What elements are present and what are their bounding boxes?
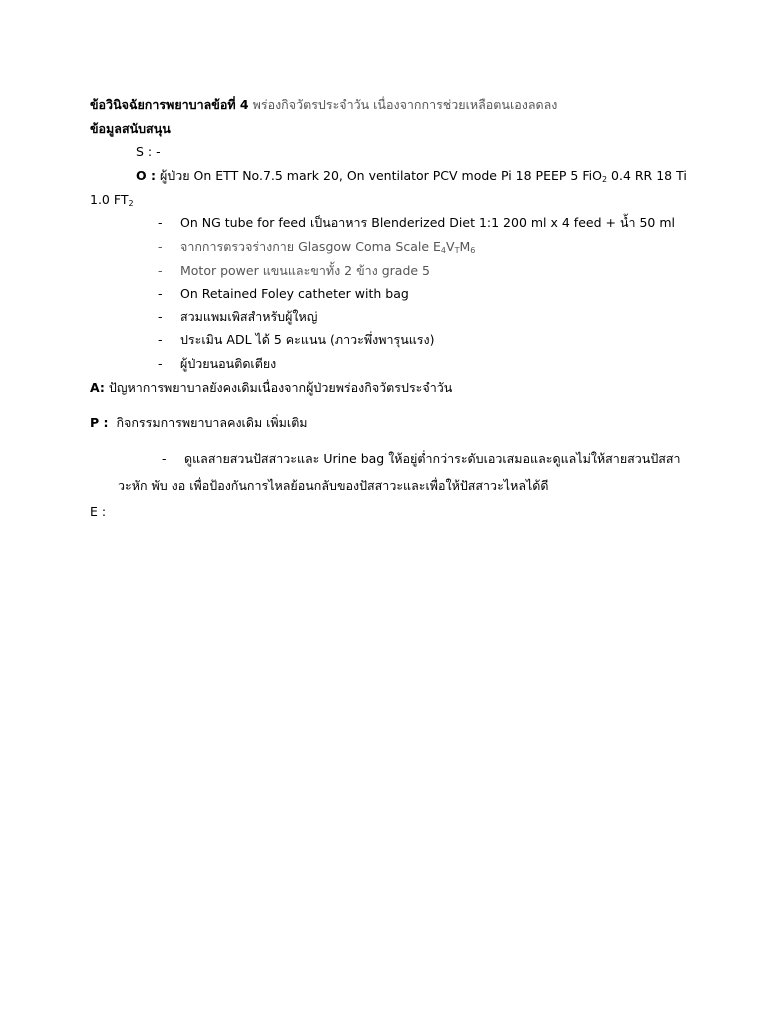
- bullet-dash: -: [158, 286, 163, 301]
- gcs-m-letter: M: [459, 239, 471, 254]
- bullet-dash: -: [158, 332, 163, 347]
- bullet-adl: ประเมิน ADL ได้ 5 คะแนน (ภาวะพึ่งพารุนแรง): [180, 332, 435, 347]
- gcs-v-subscript: T: [454, 246, 460, 255]
- objective-label: O :: [136, 168, 156, 183]
- bullet-dash: -: [162, 451, 167, 466]
- bullet-diaper: สวมแพมเพิสสำหรับผู้ใหญ่: [180, 309, 318, 324]
- objective-text-2: 0.4 RR 18 Ti: [611, 168, 687, 183]
- bullet-item: [158, 286, 409, 302]
- fio2-subscript: 2: [601, 175, 608, 184]
- ft2-subscript: 2: [128, 199, 134, 208]
- bullet-item: [158, 332, 435, 348]
- bullet-item: [158, 263, 430, 279]
- plan-line: [90, 415, 308, 431]
- supporting-data-label: ข้อมูลสนับสนุน: [90, 121, 171, 136]
- plan-text: กิจกรรมการพยาบาลคงเดิม เพิ่มเติม: [116, 415, 308, 430]
- assessment-line: [90, 380, 452, 396]
- subjective-line: [136, 144, 161, 160]
- gcs-v-letter: V: [446, 239, 455, 254]
- bullet-dash: -: [158, 263, 163, 278]
- assessment-text: ปัญหาการพยาบาลยังคงเดิมเนื่องจากผู้ป่วยพร่องกิจวัตรประจำวัน: [108, 380, 453, 395]
- bullet-bedridden: ผู้ป่วยนอนติดเตียง: [180, 356, 277, 371]
- bullet-dash: -: [158, 215, 163, 230]
- evaluation-label: E :: [90, 504, 107, 519]
- evaluation-line: [90, 504, 106, 520]
- objective-text-1: ผู้ป่วย On ETT No.7.5 mark 20, On ventilator PCV mode Pi 18 PEEP 5 FiO: [159, 168, 602, 183]
- objective-line: [136, 168, 687, 184]
- assessment-label: A:: [90, 380, 105, 395]
- objective-continuation-text: 1.0 FT: [90, 192, 129, 207]
- bullet-item: [158, 239, 475, 255]
- bullet-foley: On Retained Foley catheter with bag: [180, 286, 409, 301]
- bullet-ng-tube: On NG tube for feed เป็นอาหาร Blenderized Diet 1:1 200 ml x 4 feed + น้ำ 50 ml: [180, 215, 676, 230]
- bullet-motor-power: Motor power แขนและขาทั้ง 2 ข้าง grade 5: [180, 263, 431, 278]
- bullet-dash: -: [158, 309, 163, 324]
- bullet-dash: -: [158, 239, 163, 254]
- subjective-label: S :: [136, 144, 153, 159]
- bullet-dash: -: [158, 356, 163, 371]
- plan-label: P :: [90, 415, 109, 430]
- gcs-m-subscript: 6: [470, 246, 476, 255]
- diagnosis-label: ข้อวินิจฉัยการพยาบาลข้อที่ 4: [90, 97, 249, 112]
- bullet-item: [158, 215, 675, 231]
- plan-item: [162, 451, 681, 467]
- gcs-e-subscript: 4: [440, 246, 447, 255]
- subjective-value: -: [156, 144, 161, 159]
- bullet-item: [158, 309, 317, 325]
- plan-item-line1: ดูแลสายสวนปัสสาวะและ Urine bag ให้อยู่ต่ำกว่าระดับเอวเสมอและดูแลไม่ให้สายสวนปัสสา: [184, 451, 681, 466]
- diagnosis-heading: [90, 97, 557, 113]
- diagnosis-text: พร่องกิจวัตรประจำวัน เนื่องจากการช่วยเหลือตนเองลดลง: [252, 97, 558, 112]
- objective-continuation: [90, 192, 134, 208]
- plan-item-line2: วะหัก พับ งอ เพื่อป้องกันการไหลย้อนกลับของปัสสาวะและเพื่อให้ปัสสาวะไหลได้ดี: [118, 478, 549, 493]
- bullet-gcs: จากการตรวจร่างกาย Glasgow Coma Scale E: [180, 239, 441, 254]
- bullet-item: [158, 356, 276, 372]
